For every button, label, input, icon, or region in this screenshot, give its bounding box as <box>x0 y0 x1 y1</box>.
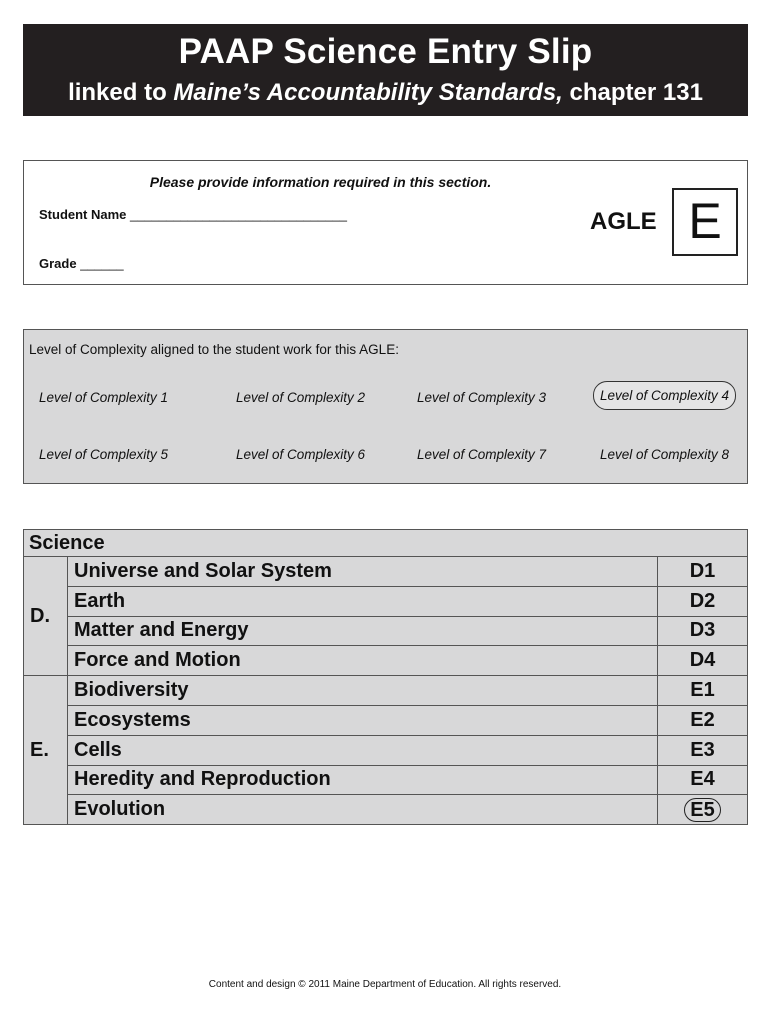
standard-code[interactable]: E4 <box>658 765 748 795</box>
group-label-d: D. <box>24 557 68 676</box>
subtitle-standards: Maine’s Accountability Standards, <box>173 79 563 106</box>
student-name-line[interactable]: ______________________________ <box>130 207 347 222</box>
complexity-level-6[interactable]: Level of Complexity 6 <box>236 447 366 462</box>
complexity-level-5[interactable]: Level of Complexity 5 <box>39 447 169 462</box>
agle-value-box: E <box>672 188 738 256</box>
standard-code[interactable]: D3 <box>658 616 748 646</box>
table-row[interactable] <box>24 616 748 646</box>
standard-name: Evolution <box>68 795 658 825</box>
table-header-row <box>24 530 748 557</box>
standard-code[interactable]: D2 <box>658 586 748 616</box>
table-row[interactable] <box>24 795 748 825</box>
standard-name: Force and Motion <box>68 646 658 676</box>
standard-name: Cells <box>68 735 658 765</box>
slip-header <box>23 24 748 116</box>
science-standards-table <box>23 529 748 825</box>
student-name-field[interactable] <box>39 207 347 222</box>
standard-name: Earth <box>68 586 658 616</box>
table-row[interactable] <box>24 765 748 795</box>
table-row[interactable] <box>24 705 748 735</box>
standard-code[interactable]: D1 <box>658 557 748 587</box>
complexity-level-8[interactable]: Level of Complexity 8 <box>600 447 730 462</box>
standard-code[interactable]: E1 <box>658 676 748 706</box>
copyright-footer: Content and design © 2011 Maine Department of Education. All rights reserved. <box>208 979 562 990</box>
standard-code[interactable]: E3 <box>658 735 748 765</box>
student-name-label: Student Name <box>39 207 127 222</box>
table-row[interactable] <box>24 646 748 676</box>
info-prompt: Please provide information required in this section. <box>149 174 492 190</box>
standard-name: Biodiversity <box>68 676 658 706</box>
complexity-level-7[interactable]: Level of Complexity 7 <box>417 447 547 462</box>
standard-code[interactable]: D4 <box>658 646 748 676</box>
student-info-section <box>23 160 748 285</box>
standard-code-selected[interactable] <box>658 795 748 825</box>
complexity-level-4[interactable]: Level of Complexity 4 <box>593 381 736 410</box>
subtitle-prefix: linked to <box>68 79 174 106</box>
science-title: Science <box>24 530 748 557</box>
grade-field[interactable] <box>39 256 124 271</box>
complexity-level-1[interactable]: Level of Complexity 1 <box>39 390 169 405</box>
standard-name: Heredity and Reproduction <box>68 765 658 795</box>
grade-line[interactable]: ______ <box>80 256 124 271</box>
complexity-level-2[interactable]: Level of Complexity 2 <box>236 390 366 405</box>
table-row[interactable] <box>24 557 748 587</box>
table-row[interactable] <box>24 735 748 765</box>
complexity-level-3[interactable]: Level of Complexity 3 <box>417 390 547 405</box>
standard-name: Ecosystems <box>68 705 658 735</box>
agle-label: AGLE <box>590 208 657 235</box>
complexity-section <box>23 329 748 484</box>
slip-subtitle <box>23 79 748 107</box>
complexity-heading: Level of Complexity aligned to the student work for this AGLE: <box>29 342 399 357</box>
subtitle-chapter: chapter 131 <box>562 79 703 106</box>
standard-name: Matter and Energy <box>68 616 658 646</box>
slip-title: PAAP Science Entry Slip <box>178 32 593 71</box>
group-label-e: E. <box>24 676 68 825</box>
grade-label: Grade <box>39 256 77 271</box>
standard-code[interactable]: E2 <box>658 705 748 735</box>
selected-code-circle: E5 <box>684 798 720 822</box>
table-row[interactable] <box>24 586 748 616</box>
table-row[interactable] <box>24 676 748 706</box>
standard-name: Universe and Solar System <box>68 557 658 587</box>
